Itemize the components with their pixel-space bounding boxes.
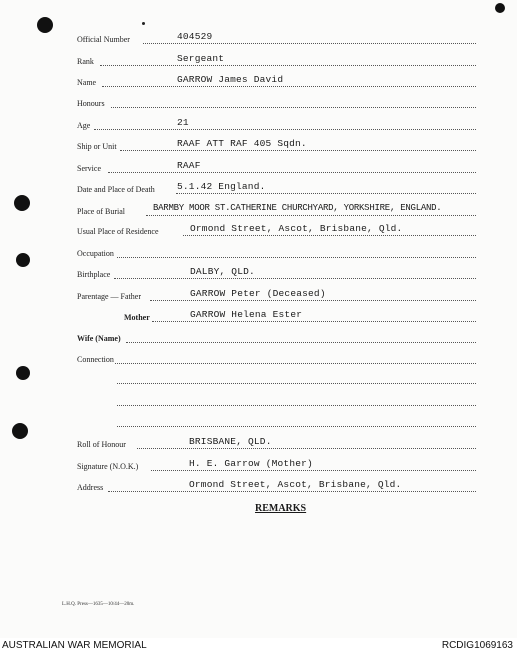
ship-or-unit-line [120,150,476,151]
official-number-line [143,43,476,44]
rank-line [100,65,476,66]
occupation-label: Occupation [77,249,114,258]
date-place-of-death-line [176,193,476,194]
field-occupation [0,247,517,261]
name-line [102,86,476,87]
field-ship-or-unit [0,140,517,154]
field-official-number [0,33,517,47]
printer-note: L.H.Q. Press—1635—10/44—20m. [62,602,135,607]
field-honours [0,97,517,111]
address-label: Address [77,483,104,492]
usual-residence-line [183,235,476,236]
mother-label: Mother [124,313,150,322]
footer-id: RCDIG1069163 [441,640,513,651]
field-mother [0,311,517,325]
address-value: Ormond Street, Ascot, Brisbane, Qld. [189,479,402,490]
field-connection [0,353,517,367]
mother-value: GARROW Helena Ester [190,309,303,320]
roll-of-honour-label: Roll of Honour [77,440,126,449]
field-usual-residence [0,225,517,239]
field-roll-of-honour [0,438,517,452]
signature-line [151,470,476,471]
official-number-value: 404529 [177,31,213,42]
service-line [108,172,476,173]
signature-value: H. E. Garrow (Mother) [189,458,313,469]
connection-extra-line-1 [117,383,476,384]
place-of-burial-label: Place of Burial [77,207,125,216]
archive-footer [0,638,517,654]
age-line [94,129,476,130]
honours-line [111,107,476,108]
parentage-father-value: GARROW Peter (Deceased) [190,288,326,299]
field-address [0,481,517,495]
wife-line [126,342,476,343]
official-number-label: Official Number [77,35,130,44]
field-birthplace [0,268,517,282]
name-label: Name [77,78,97,87]
footer-source: AUSTRALIAN WAR MEMORIAL [2,640,147,651]
field-signature [0,459,517,473]
punch-hole-lower [16,366,30,380]
name-value: GARROW James David [177,74,284,85]
remarks-heading: REMARKS [255,503,307,514]
rank-value: Sergeant [177,53,225,64]
field-service [0,161,517,175]
birthplace-line [114,278,476,279]
parentage-father-label: Parentage — Father [77,292,141,301]
honours-label: Honours [77,99,105,108]
punch-hole-right [495,3,505,13]
birthplace-label: Birthplace [77,270,111,279]
field-name [0,76,517,90]
rank-label: Rank [77,57,94,66]
date-place-of-death-value: 5.1.42 England. [177,181,266,192]
roll-of-honour-line [137,448,476,449]
field-rank [0,55,517,69]
usual-residence-value: Ormond Street, Ascot, Brisbane, Qld. [190,223,403,234]
connection-line [115,363,476,364]
field-age [0,118,517,132]
field-place-of-burial [0,204,517,218]
place-of-burial-line [146,215,476,216]
place-of-burial-value: BARMBY MOOR ST.CATHERINE CHURCHYARD, YORKSHIRE, ENGLAND. [153,203,442,213]
field-wife [0,332,517,346]
date-place-of-death-label: Date and Place of Death [77,185,155,194]
roll-of-honour-value: BRISBANE, QLD. [189,436,272,447]
age-label: Age [77,121,91,130]
connection-extra-line-3 [117,426,476,427]
ship-or-unit-value: RAAF ATT RAF 405 Sqdn. [177,138,307,149]
connection-label: Connection [77,355,114,364]
age-value: 21 [177,117,189,128]
mother-line [152,321,476,322]
wife-label: Wife (Name) [77,334,121,343]
birthplace-value: DALBY, QLD. [190,266,255,277]
connection-extra-line-2 [117,405,476,406]
field-date-place-of-death [0,183,517,197]
ink-speck [142,22,145,25]
service-value: RAAF [177,160,201,171]
punch-hole-top [37,17,53,33]
ship-or-unit-label: Ship or Unit [77,142,117,151]
usual-residence-label: Usual Place of Residence [77,227,159,236]
punch-hole-bottom [12,423,28,439]
field-parentage-father [0,290,517,304]
signature-label: Signature (N.O.K.) [77,462,139,471]
address-line [108,491,476,492]
service-label: Service [77,164,101,173]
parentage-father-line [150,300,476,301]
occupation-line [117,257,476,258]
